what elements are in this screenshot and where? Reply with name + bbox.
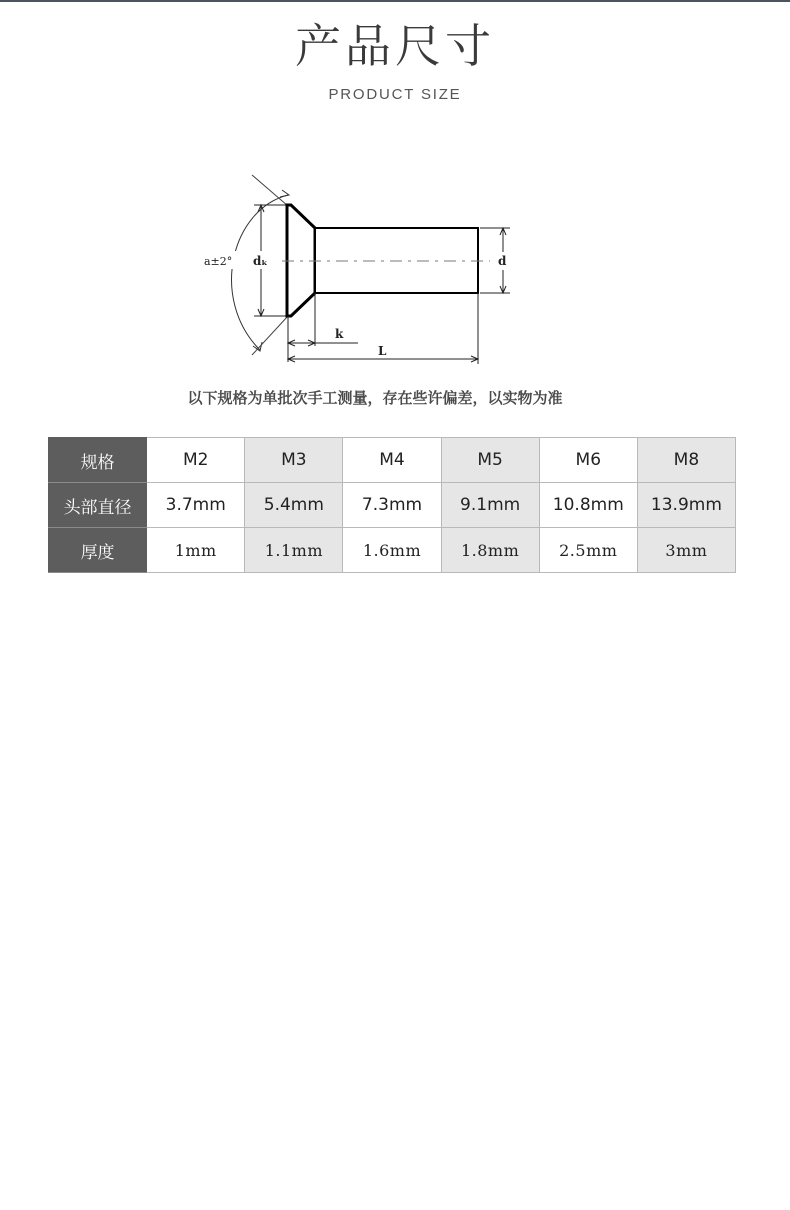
- row-header-spec: 规格: [49, 438, 147, 483]
- table-row: [49, 528, 736, 573]
- shank-diameter-label: d: [498, 254, 507, 268]
- table-row: [49, 483, 736, 528]
- measurement-note: 以下规格为单批次手工测量，存在些许偏差，以实物为准: [187, 389, 563, 407]
- head-thickness-label: k: [335, 327, 344, 341]
- table-cell: M8: [637, 438, 735, 483]
- top-divider: [0, 0, 790, 2]
- table-cell: 10.8mm: [539, 483, 637, 528]
- spec-table: [48, 437, 736, 573]
- table-cell: M3: [245, 438, 343, 483]
- row-header-head-diameter: 头部直径: [49, 483, 147, 528]
- table-cell: 2.5mm: [539, 528, 637, 573]
- angle-label: a±2°: [204, 255, 233, 268]
- table-cell: 9.1mm: [441, 483, 539, 528]
- page-title: 产品尺寸: [295, 19, 495, 73]
- table-cell: M5: [441, 438, 539, 483]
- table-cell: 13.9mm: [637, 483, 735, 528]
- rivet-dimension-diagram: [190, 150, 590, 375]
- length-label: L: [378, 344, 387, 358]
- angle-arrow-top: [280, 190, 289, 197]
- table-cell: M6: [539, 438, 637, 483]
- table-cell: 5.4mm: [245, 483, 343, 528]
- table-cell: 1.6mm: [343, 528, 441, 573]
- page-subtitle: PRODUCT SIZE: [328, 86, 462, 103]
- table-cell: 3mm: [637, 528, 735, 573]
- table-row: [49, 438, 736, 483]
- table-cell: 1.8mm: [441, 528, 539, 573]
- table-cell: M4: [343, 438, 441, 483]
- angle-arc: [232, 195, 288, 350]
- table-cell: M2: [147, 438, 245, 483]
- table-cell: 1.1mm: [245, 528, 343, 573]
- table-cell: 7.3mm: [343, 483, 441, 528]
- table-cell: 1mm: [147, 528, 245, 573]
- row-header-thickness: 厚度: [49, 528, 147, 573]
- head-diameter-label: dₖ: [253, 254, 268, 268]
- table-cell: 3.7mm: [147, 483, 245, 528]
